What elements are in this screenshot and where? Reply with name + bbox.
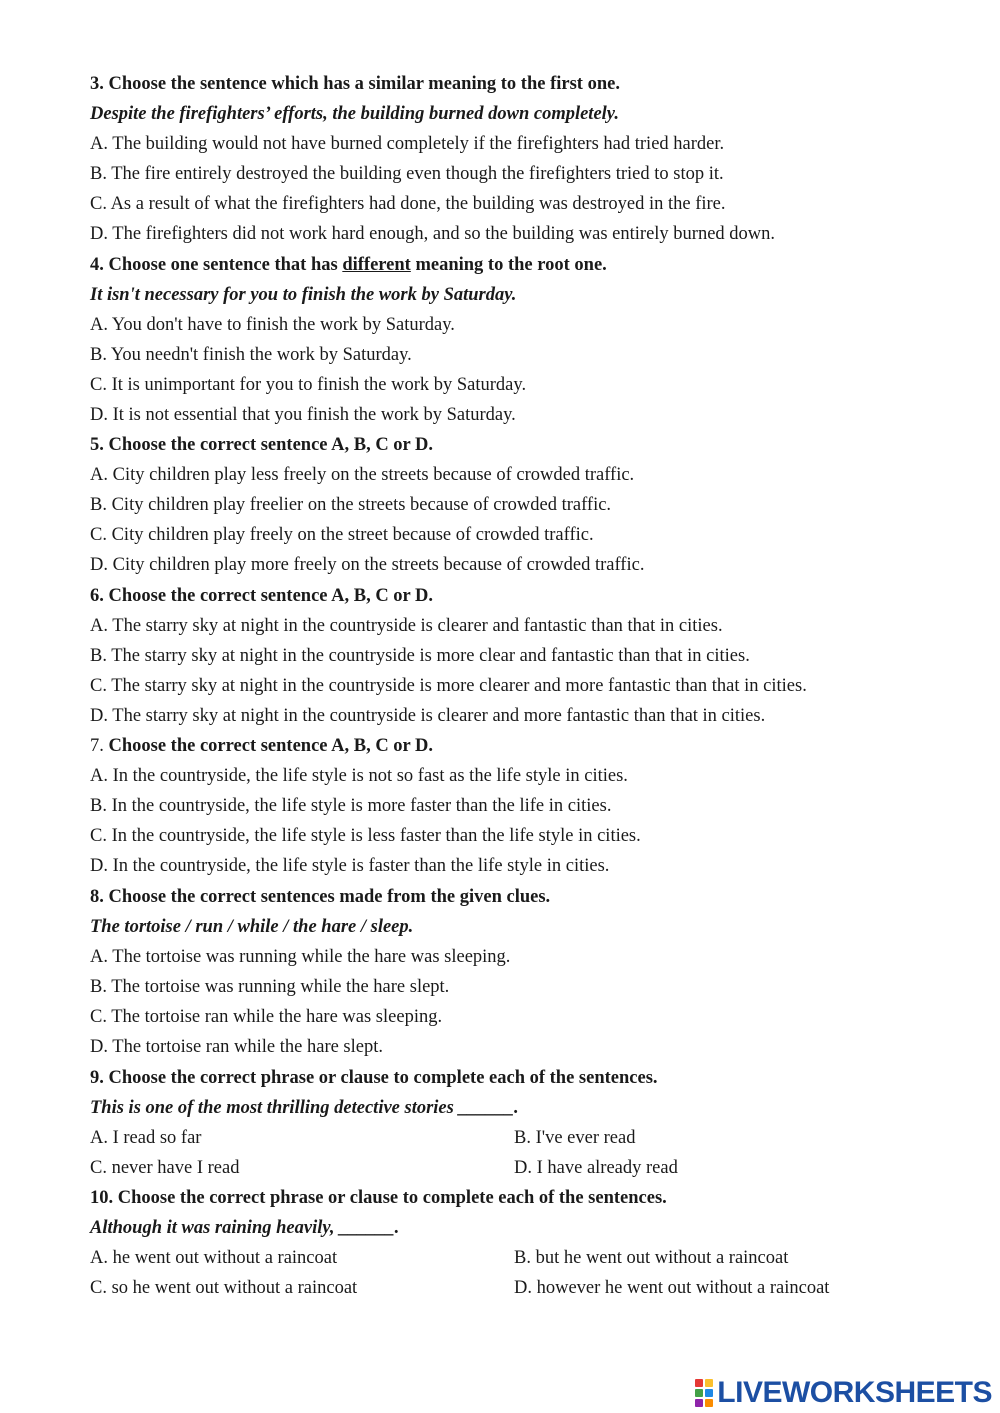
liveworksheets-logo (695, 1378, 992, 1408)
q7-option-d: D. In the countryside, the life style is faster than the life style in cities. (90, 856, 610, 876)
q8-prompt: The tortoise / run / while / the hare / sleep. (90, 917, 414, 937)
logo-square (705, 1389, 713, 1397)
q5-title: 5. Choose the correct sentence A, B, C or D. (90, 435, 434, 455)
q7-title-text: Choose the correct sentence A, B, C or D. (108, 736, 434, 756)
q4-title-post: meaning to the root one. (410, 255, 607, 275)
q4-title-underlined: different (342, 255, 411, 275)
q3-option-b: B. The fire entirely destroyed the building even though the firefighters tried to stop it. (90, 164, 724, 184)
q4-option-c: C. It is unimportant for you to finish the work by Saturday. (90, 375, 527, 395)
q9-prompt: This is one of the most thrilling detective stories ______. (90, 1098, 519, 1118)
q3-option-c: C. As a result of what the firefighters had done, the building was destroyed in the fire. (90, 194, 726, 214)
q7-option-b: B. In the countryside, the life style is more faster than the life in cities. (90, 796, 612, 816)
q10-option-a: A. he went out without a raincoat (90, 1248, 338, 1268)
q8-option-a: A. The tortoise was running while the hare was sleeping. (90, 947, 511, 967)
logo-square (705, 1379, 713, 1387)
q6-title: 6. Choose the correct sentence A, B, C or D. (90, 586, 434, 606)
q9-option-c: C. never have I read (90, 1158, 240, 1178)
q7-title (90, 734, 433, 758)
q6-option-b: B. The starry sky at night in the countryside is more clear and fantastic than that in cities. (90, 646, 750, 666)
q10-option-c: C. so he went out without a raincoat (90, 1278, 358, 1298)
logo-square (695, 1389, 703, 1397)
q8-option-d: D. The tortoise ran while the hare slept. (90, 1037, 384, 1057)
q9-option-a: A. I read so far (90, 1128, 202, 1148)
q9-title: 9. Choose the correct phrase or clause to complete each of the sentences. (90, 1068, 658, 1088)
q4-title (90, 253, 607, 277)
q5-option-c: C. City children play freely on the street because of crowded traffic. (90, 525, 594, 545)
q10-prompt: Although it was raining heavily, ______. (90, 1218, 400, 1238)
q5-option-b: B. City children play freelier on the streets because of crowded traffic. (90, 495, 612, 515)
q5-option-a: A. City children play less freely on the streets because of crowded traffic. (90, 465, 635, 485)
q9-option-b: B. I've ever read (514, 1128, 636, 1148)
q10-option-b: B. but he went out without a raincoat (514, 1248, 789, 1268)
logo-square (705, 1399, 713, 1407)
q5-option-d: D. City children play more freely on the streets because of crowded traffic. (90, 555, 645, 575)
q8-option-c: C. The tortoise ran while the hare was sleeping. (90, 1007, 443, 1027)
q3-title: 3. Choose the sentence which has a similar meaning to the first one. (90, 74, 620, 94)
q8-title: 8. Choose the correct sentences made from the given clues. (90, 887, 551, 907)
q3-option-d: D. The firefighters did not work hard enough, and so the building was entirely burned down. (90, 224, 776, 244)
liveworksheets-logo-text: LIVEWORKSHEETS (717, 1376, 992, 1409)
q8-option-b: B. The tortoise was running while the hare slept. (90, 977, 450, 997)
q10-option-d: D. however he went out without a raincoat (514, 1278, 830, 1298)
q4-prompt: It isn't necessary for you to finish the work by Saturday. (90, 285, 517, 305)
logo-square (695, 1379, 703, 1387)
q4-option-d: D. It is not essential that you finish the work by Saturday. (90, 405, 516, 425)
liveworksheets-logo-icon (695, 1379, 713, 1407)
q9-option-d: D. I have already read (514, 1158, 678, 1178)
q6-option-a: A. The starry sky at night in the countryside is clearer and fantastic than that in cities. (90, 616, 723, 636)
q4-title-pre: 4. Choose one sentence that has (90, 255, 343, 275)
q6-option-d: D. The starry sky at night in the countryside is clearer and more fantastic than that in cities. (90, 706, 766, 726)
logo-square (695, 1399, 703, 1407)
q3-prompt: Despite the firefighters’ efforts, the building burned down completely. (90, 104, 619, 124)
q7-option-c: C. In the countryside, the life style is less faster than the life style in cities. (90, 826, 641, 846)
q6-option-c: C. The starry sky at night in the countryside is more clearer and more fantastic than that in cities. (90, 676, 807, 696)
q4-option-a: A. You don't have to finish the work by Saturday. (90, 315, 455, 335)
q3-option-a: A. The building would not have burned completely if the firefighters had tried harder. (90, 134, 725, 154)
q7-number: 7. (90, 736, 109, 756)
q4-option-b: B. You needn't finish the work by Saturday. (90, 345, 412, 365)
q7-option-a: A. In the countryside, the life style is not so fast as the life style in cities. (90, 766, 628, 786)
q10-title: 10. Choose the correct phrase or clause to complete each of the sentences. (90, 1188, 667, 1208)
